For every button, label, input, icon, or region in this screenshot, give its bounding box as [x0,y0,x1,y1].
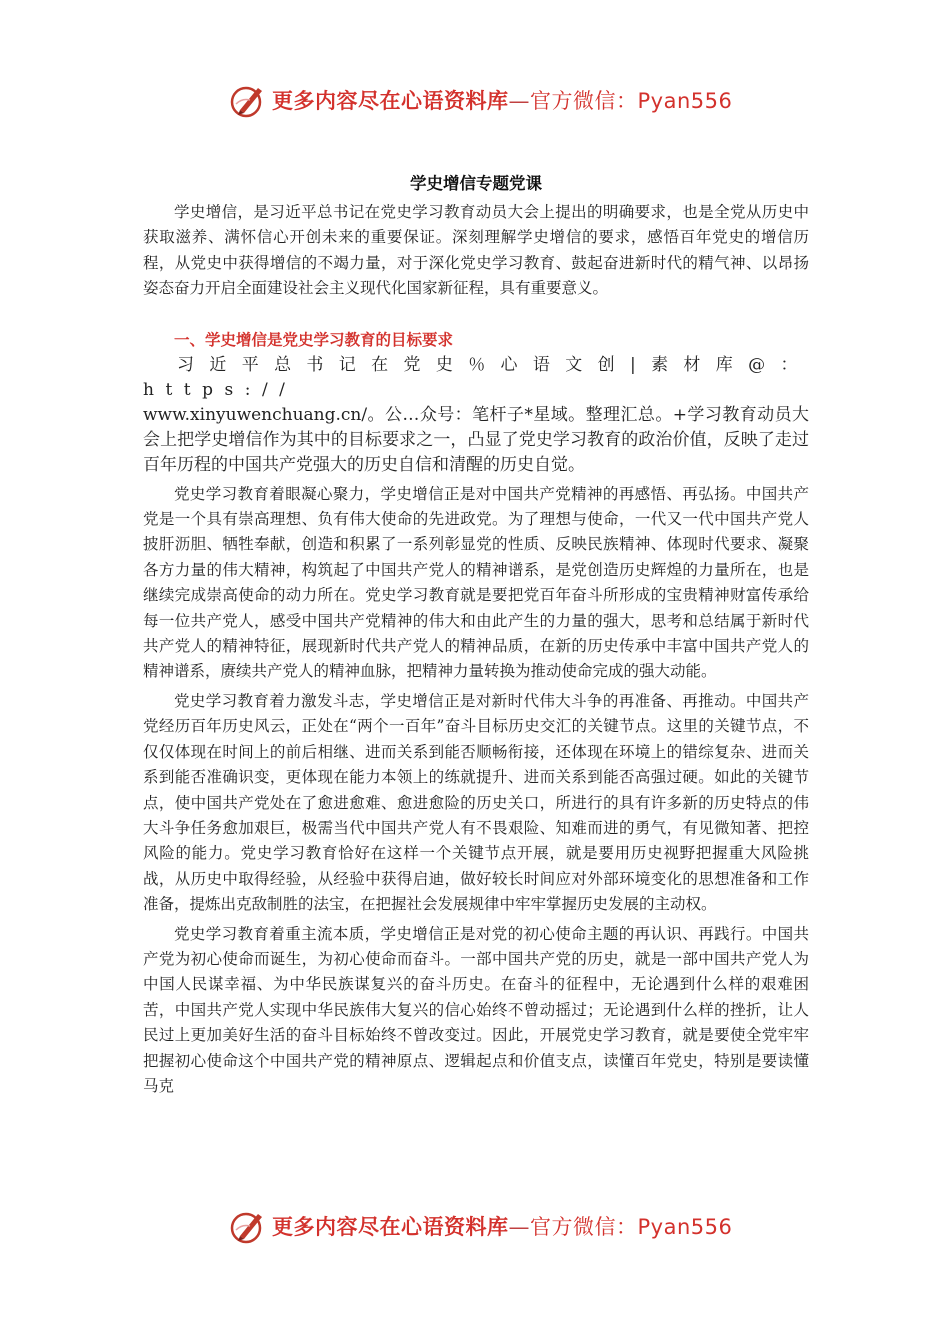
body-paragraph: 党史学习教育着力激发斗志，学史增信正是对新时代伟大斗争的再准备、再推动。中国共产党经历百年历史风云，正处在“两个一百年”奋斗目标历史交汇的关键节点。这里的关键节点，不仅仅体现在时间上的前后相继、进而关系到能否顺畅衔接，还体现在环境上的错综复杂、进而关系到能否准确识变，更体现在能力本领上的练就提升、进而关系到能否高强过硬。如此的关键节点，使中国共产党处在了愈进愈难、愈进愈险的历史关口，所进行的具有许多新的历史特点的伟大斗争任务愈加艰巨，极需当代中国共产党人有不畏艰险、知难而进的勇气，有见微知著、把控风险的能力。党史学习教育恰好在这样一个关键节点开展，就是要用历史视野把握重大风险挑战，从历史中取得经验，从经验中获得启迪，做好较长时间应对外部环境变化的思想准备和工作准备，提炼出克敌制胜的法宝，在把握社会发展规律中牢牢掌握历史发展的主动权。 [143,691,809,914]
document-body [143,170,809,1099]
body-paragraph: 党史学习教育着重主流本质，学史增信正是对党的初心使命主题的再认识、再践行。中国共产党为初心使命而诞生，为初心使命而奋斗。一部中国共产党的历史，就是一部中国共产党人为中国人民谋幸福、为中华民族谋复兴的奋斗历史。在奋斗的征程中，无论遇到什么样的艰难困苦，中国共产党人实现中华民族伟大复兴的信心始终不曾动摇过；无论遇到什么样的挫折，让人民过上更加美好生活的奋斗目标始终不曾改变过。因此，开展党史学习教育，就是要使全党牢牢把握初心使命这个中国共产党的精神原点、逻辑起点和价值支点，读懂百年党史，特别是要读懂马克 [143,924,809,1095]
pen-logo-icon [228,1206,268,1246]
watermark-banner-top [228,78,748,122]
watermark-text: 更多内容尽在心语资料库—官方微信：Pyan556 [272,1215,733,1239]
watermark-text: 更多内容尽在心语资料库—官方微信：Pyan556 [272,89,733,113]
section-paragraph: www.xinyuwenchuang.cn/。公…众号：笔杆子*星域。整理汇总。+学习教育动员大会上把学史增信作为其中的目标要求之一，凸显了党史学习教育的政治价值，反映了走过百年历程的中国共产党强大的历史自信和清醒的历史自觉。 [143,404,809,475]
intro-paragraph: 学史增信，是习近平总书记在党史学习教育动员大会上提出的明确要求，也是全党从历史中获取滋养、满怀信心开创未来的重要保证。深刻理解学史增信的要求，感悟百年党史的增信历程，从党史中获得增信的不竭力量，对于深化党史学习教育、鼓起奋进新时代的精气神、以昂扬姿态奋力开启全面建设社会主义现代化国家新征程，具有重要意义。 [143,203,809,298]
section-heading: 一、学史增信是党史学习教育的目标要求 [174,330,454,349]
body-paragraph: 党史学习教育着眼凝心聚力，学史增信正是对中国共产党精神的再感悟、再弘扬。中国共产党是一个具有崇高理想、负有伟大使命的先进政党。为了理想与使命，一代又一代中国共产党人披肝沥胆、牺牲奉献，创造和积累了一系列彰显党的性质、反映民族精神、体现时代要求、凝聚各方力量的伟大精神，构筑起了中国共产党人的精神谱系，是党创造历史辉煌的力量所在，也是继续完成崇高使命的动力所在。党史学习教育就是要把党百年奋斗所形成的宝贵精神财富传承给每一位共产党人，感受中国共产党精神的伟大和由此产生的力量的强大，思考和总结属于新时代共产党人的精神特征，展现新时代共产党人的精神品质，在新的历史传承中丰富中国共产党人的精神谱系，赓续共产党人的精神血脉，把精神力量转换为推动使命完成的强大动能。 [143,484,809,681]
section-first-line: 习近平总书记在党史％心语文创|素材库@：https:// [143,354,809,400]
page-title: 学史增信专题党课 [410,174,542,193]
watermark-banner-bottom [228,1204,748,1248]
pen-logo-icon [228,80,268,120]
